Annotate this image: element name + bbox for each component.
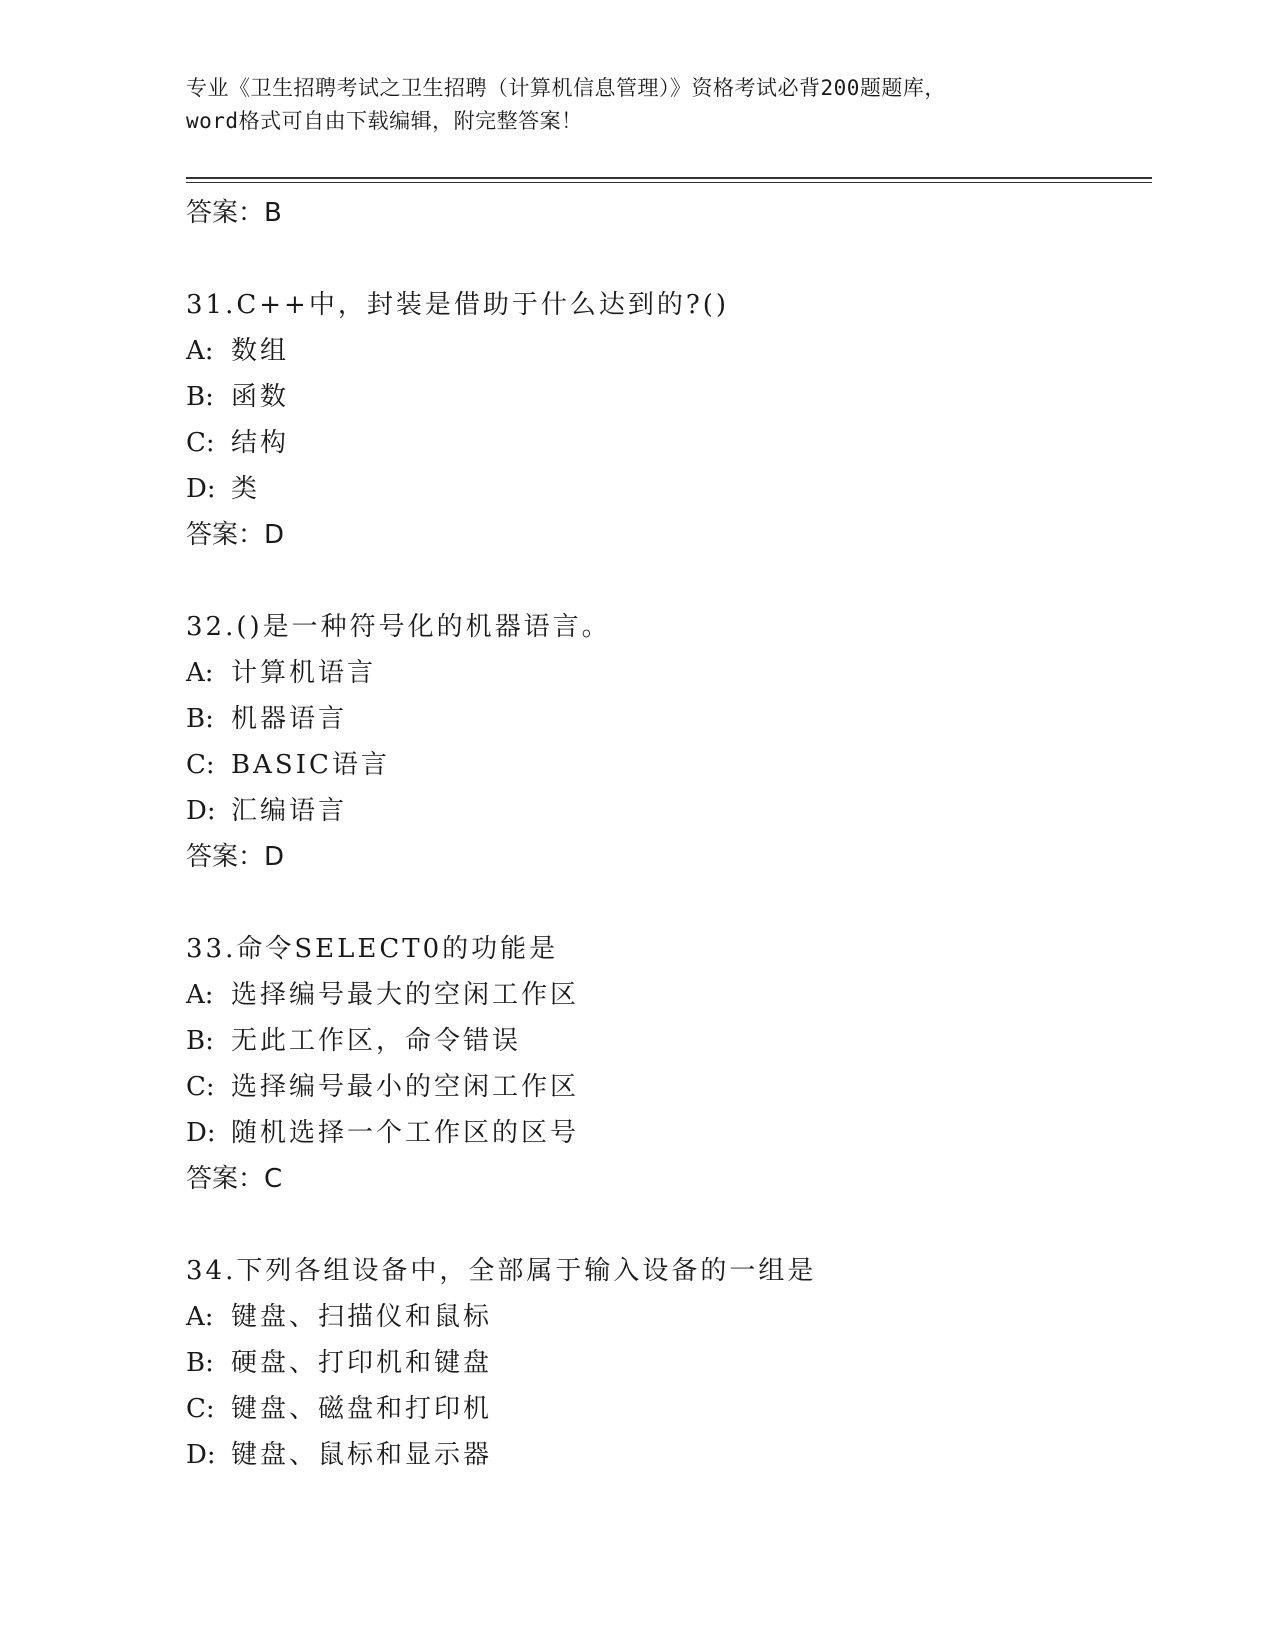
option-letter: D: [186,1118,216,1148]
answer: 答案：D [186,842,285,872]
option-text: 无此工作区，命令错误 [231,1026,522,1056]
header-divider [186,177,1152,179]
answer: 答案：C [186,1164,283,1194]
header-line-2: word格式可自由下载编辑，附完整答案！ [186,109,583,133]
question-34 [186,1248,1146,1478]
option-b [186,1340,1146,1386]
option-c [186,420,1146,466]
option-text: 选择编号最小的空闲工作区 [231,1072,580,1102]
option-letter: C: [186,750,215,780]
option-text: 机器语言 [231,704,348,734]
option-b [186,1018,1146,1064]
option-a [186,328,1146,374]
header-divider-thin [186,182,1152,183]
option-text: 数组 [231,336,290,366]
answer: 答案：D [186,520,285,550]
question-title: 32.()是一种符号化的机器语言。 [186,612,611,642]
option-text: 硬盘、打印机和键盘 [231,1348,493,1378]
question-title: 34.下列各组设备中，全部属于输入设备的一组是 [186,1256,817,1286]
option-text: 选择编号最大的空闲工作区 [231,980,580,1010]
option-text: 键盘、磁盘和打印机 [231,1394,493,1424]
question-31 [186,282,1146,558]
question-33 [186,926,1146,1202]
question-32 [186,604,1146,880]
option-d [186,1110,1146,1156]
option-letter: A: [186,336,214,366]
question-list [186,190,1146,1478]
option-a [186,650,1146,696]
option-letter: B: [186,382,214,412]
option-d [186,466,1146,512]
option-letter: A: [186,1302,214,1332]
option-text: 随机选择一个工作区的区号 [231,1118,580,1148]
option-letter: D: [186,796,216,826]
question-title: 31.C++中，封装是借助于什么达到的?() [186,290,730,320]
document-header [186,72,1086,138]
option-text: 键盘、鼠标和显示器 [231,1440,493,1470]
option-letter: C: [186,1072,215,1102]
option-letter: C: [186,1394,215,1424]
previous-answer: 答案：B [186,198,282,228]
option-letter: B: [186,704,214,734]
option-b [186,696,1146,742]
option-a [186,1294,1146,1340]
option-text: 键盘、扫描仪和鼠标 [231,1302,493,1332]
option-d [186,1432,1146,1478]
option-letter: D: [186,474,216,504]
option-text: 类 [231,474,261,504]
option-letter: B: [186,1026,214,1056]
option-a [186,972,1146,1018]
option-letter: A: [186,980,214,1010]
option-c [186,742,1146,788]
option-letter: D: [186,1440,216,1470]
option-text: 函数 [231,382,290,412]
option-c [186,1064,1146,1110]
option-d [186,788,1146,834]
option-letter: B: [186,1348,214,1378]
option-c [186,1386,1146,1432]
option-text: 汇编语言 [231,796,348,826]
option-letter: A: [186,658,214,688]
question-title: 33.命令SELECT0的功能是 [186,934,559,964]
header-line-1: 专业《卫生招聘考试之卫生招聘（计算机信息管理）》资格考试必背200题题库， [186,76,946,100]
option-b [186,374,1146,420]
option-letter: C: [186,428,215,458]
option-text: BASIC语言 [231,750,390,780]
option-text: 结构 [231,428,290,458]
option-text: 计算机语言 [231,658,377,688]
